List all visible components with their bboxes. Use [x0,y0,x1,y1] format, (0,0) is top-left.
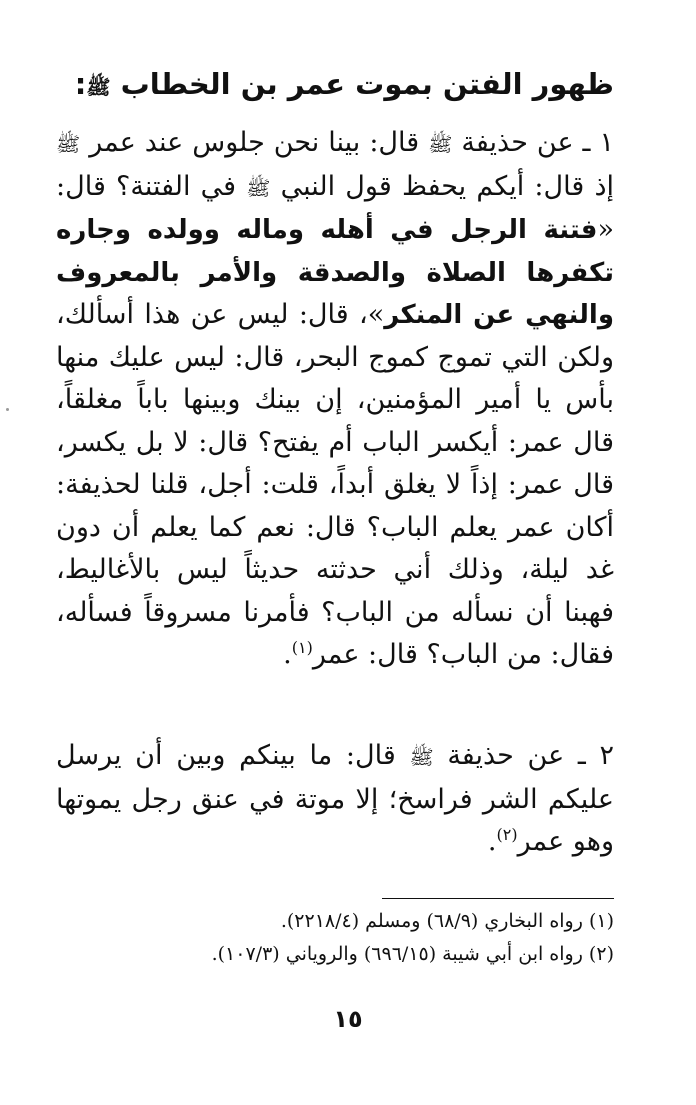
hadith-2-opening: ٢ ـ عن حذيفة [447,740,614,771]
page-number: ١٥ [333,1005,363,1033]
hadith-1-opening: ١ ـ عن حذيفة [461,127,614,158]
honorific-symbol: ﷺ [428,132,453,156]
footnotes [54,905,614,971]
hadith-1-text-a: قال: بينا نحن جلوس عند عمر [89,127,420,158]
honorific-symbol: ﷺ [409,745,434,769]
footnote-divider [382,898,614,899]
scan-speck [6,408,9,411]
hadith-1 [56,122,614,677]
hadith-2 [56,735,614,864]
honorific-symbol: ﷺ [56,132,81,156]
hadith-1-end: . [283,639,292,670]
hadith-1-text-b: إذ قال: أيكم يحفظ قول النبي [280,170,614,202]
section-heading [60,62,614,109]
hadith-2-end: . [487,826,497,857]
footnote-ref-1[interactable]: (١) [291,638,313,657]
honorific-symbol: ﷺ [246,175,271,200]
footnote-1: (١) رواه البخاري (٦٨/٩) ومسلم (٢٢١٨/٤). [280,910,614,932]
hadith-1-quote-bold: فتنة الرجل في أهله وماله وولده وجاره تكفرها الصلاة والصدقة والأمر بالمعروف والنهي عن المنكر [56,215,614,330]
hadith-1-text-d: »، قال: ليس عن هذا أسألك، ولكن التي تموج كموج البحر، قال: ليس عليك منها بأس يا أمير المؤمنين، إن بينك وبينها باباً مغلقاً، قال عمر: أيكسر الباب أم يفتح؟ قال: لا بل يكسر، قال عمر: إذاً لا يغلق أبداً، قلت: أجل، قلنا لحذيفة: أكان عمر يعلم الباب؟ قال: نعم كما يعلم أن دون غد ليلة، وذلك أني حدثته حديثاً ليس بالأغاليط، فهبنا أن نسأله من الباب؟ فأمرنا مسروقاً فسأله، فقال: من الباب؟ قال: عمر [56,299,614,670]
hadith-2-text: قال: ما بينكم وبين أن يرسل عليكم الشر فراسخ؛ إلا موتة في عنق رجل يموتها وهو عمر [56,740,614,857]
footnote-ref-2[interactable]: (٢) [496,825,518,844]
heading-text: ظهور الفتن بموت عمر بن الخطاب [120,67,614,101]
footnote-2: (٢) رواه ابن أبي شيبة (٦٩٦/١٥) والروياني (١٠٧/٣). [211,943,614,965]
hadith-1-text-c: في الفتنة؟ قال: « [56,170,614,245]
honorific-symbol: ﷺ [86,75,111,99]
heading-colon: : [74,67,87,101]
